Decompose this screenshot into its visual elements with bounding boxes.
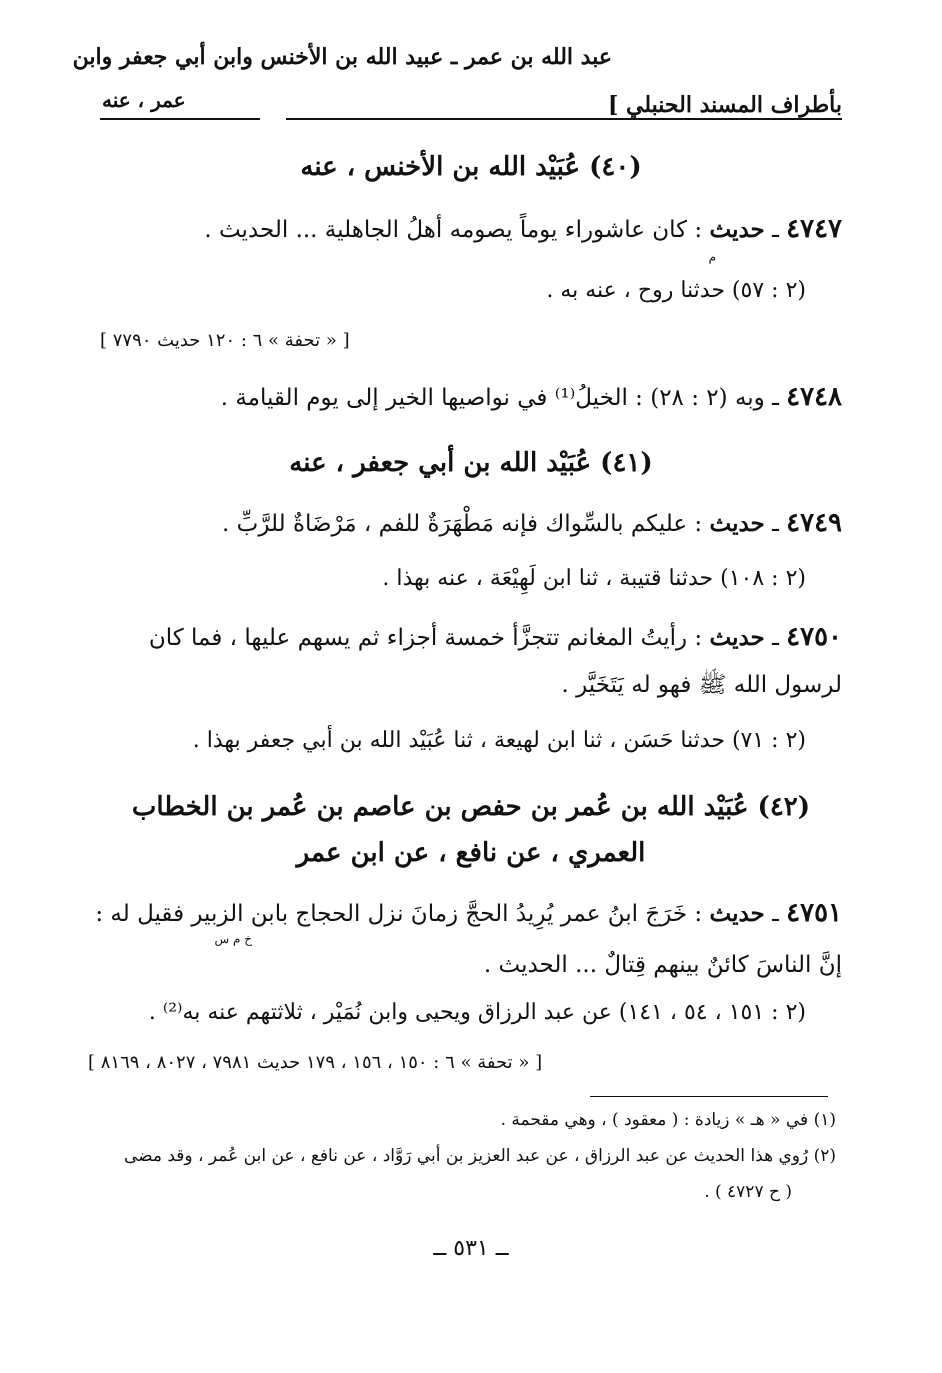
hadith-text: : كان عاشوراء يوماً يصومه أهلُ الجاهلية ... الحديث . [204, 217, 710, 243]
hadith-text-continuation: لرسول الله ﷺ فهو له يَتَخَيَّر . [561, 672, 842, 698]
running-title-continuation: عمر ، عنه [102, 88, 186, 112]
collection-marks: خ م س [214, 932, 252, 946]
section-title: (٤٠) عُبَيْد الله بن الأخنس ، عنه [300, 152, 642, 182]
section-title: (٤٢) عُبَيْد الله بن عُمر بن حفص بن عاصم بن عُمر بن الخطاب [131, 792, 811, 822]
tuhfa-reference: [ « تحفة » ٦ : ١٢٠ حديث ٧٧٩٠ ] [100, 330, 350, 351]
hadith-number: ٤٧٥٠ [786, 622, 842, 652]
hadith-keyword: حديث [709, 900, 765, 927]
hadith-text: ـ وبه (٢ : ٢٨) : الخيلُ⁽¹⁾ في نواصيها الخير إلى يوم القيامة . [220, 385, 787, 411]
hadith-number: ٤٧٤٧ [786, 214, 842, 244]
hadith-keyword: حديث [709, 216, 765, 243]
hadith-number: ٤٧٤٨ [786, 382, 842, 412]
hadith-source: (٢ : ١٠٨) حدثنا قتيبة ، ثنا ابن لَهِيْعَة ، عنه بهذا . [382, 566, 806, 591]
hadith-text: : عليكم بالسِّواك فإنه مَطْهَرَةٌ للفم ، مَرْضَاةٌ للرَّبِّ . [222, 511, 710, 537]
hadith-source: (٢ : ١٥١ ، ٥٤ ، ١٤١) عن عبد الرزاق ويحيى وابن نُمَيْر ، ثلاثتهم عنه به⁽²⁾ . [148, 1000, 806, 1025]
hadith-text-continuation: إنَّ الناسَ كائنٌ بينهم قِتالٌ ... الحديث . [483, 952, 842, 978]
section-title: (٤١) عُبَيْد الله بن أبي جعفر ، عنه [289, 448, 653, 478]
header-rule-right [286, 118, 842, 120]
hadith-source: (٢ : ٥٧) حدثنا روح ، عنه به . [546, 278, 806, 303]
hadith-number: ٤٧٤٩ [786, 508, 842, 538]
section-title-continuation: العمري ، عن نافع ، عن ابن عمر [296, 838, 646, 868]
hadith-text: : خَرَجَ ابنُ عمر يُرِيدُ الحجَّ زمانَ نزل الحجاج بابن الزبير فقيل له : [95, 901, 710, 927]
hadith-entry [221, 380, 842, 415]
collection-mark: م [708, 250, 716, 264]
hadith-entry: ٤٧٥١ ـ حديث : خَرَجَ ابنُ عمر يُرِيدُ الحجَّ زمانَ نزل الحجاج بابن الزبير فقيل له : [95, 898, 842, 928]
hadith-number: ٤٧٥١ [786, 898, 842, 928]
book-title: بأطراف المسند الحنبلي ] [607, 92, 842, 118]
hadith-entry: ٤٧٤٩ ـ حديث : عليكم بالسِّواك فإنه مَطْهَرَةٌ للفم ، مَرْضَاةٌ للرَّبِّ . [222, 508, 842, 538]
page-number: ــ ٥٣١ ــ [433, 1236, 509, 1261]
hadith-entry: ٤٧٤٧ ـ حديث : كان عاشوراء يوماً يصومه أهلُ الجاهلية ... الحديث . [204, 214, 842, 244]
hadith-text: : رأيتُ المغانم تتجزَّأ خمسة أجزاء ثم يسهم عليها ، فما كان [148, 625, 710, 651]
hadith-entry: ٤٧٥٠ ـ حديث : رأيتُ المغانم تتجزَّأ خمسة أجزاء ثم يسهم عليها ، فما كان [148, 622, 842, 652]
footnote-rule [590, 1096, 828, 1097]
footnote-continuation: ( ح ٤٧٢٧ ) . [704, 1182, 792, 1202]
hadith-keyword: حديث [709, 624, 765, 651]
running-title: عبد الله بن عمر ـ عبيد الله بن الأخنس وابن أبي جعفر وابن [72, 44, 612, 70]
hadith-keyword: حديث [709, 510, 765, 537]
tuhfa-reference: [ « تحفة » ٦ : ١٥٠ ، ١٥٦ ، ١٧٩ حديث ٧٩٨١ ، ٨٠٢٧ ، ٨١٦٩ ] [88, 1052, 543, 1073]
footnote: (١) في « هـ » زيادة : ( معقود ) ، وهي مقحمة . [500, 1110, 836, 1130]
hadith-source: (٢ : ٧١) حدثنا حَسَن ، ثنا ابن لهيعة ، ثنا عُبَيْد الله بن أبي جعفر بهذا . [192, 728, 806, 753]
footnote: (٢) رُوي هذا الحديث عن عبد الرزاق ، عن عبد العزيز بن أبي رَوَّاد ، عن نافع ، عن ابن عُمر ، وقد مضى [123, 1146, 836, 1166]
header-rule-left [100, 118, 260, 120]
